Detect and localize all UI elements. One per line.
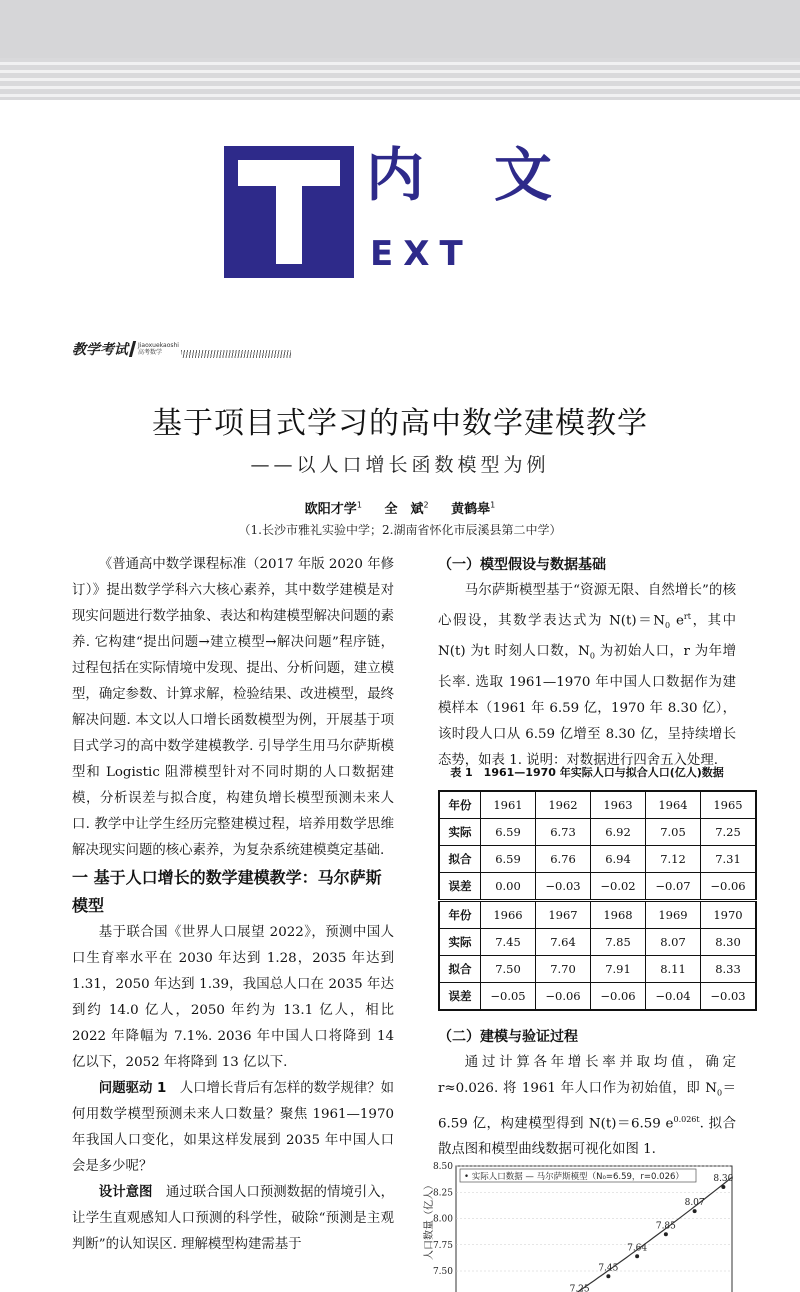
logo-t-block bbox=[224, 146, 354, 278]
table-cell: −0.03 bbox=[701, 983, 757, 1011]
data-label: 8.30 bbox=[713, 1174, 734, 1184]
left-column bbox=[72, 552, 394, 1258]
section-paragraph: 基于联合国《世界人口展望 2022》，预测中国人口生育率水平在 2030 年达到 1.28，2035 年达到 1.31，2050 年达到 1.39，我国总人口在 2035 年达到约 14.0 亿人，2050 年约为 13.1 亿人，相比 2022 年降幅为 7.1%. 2036 年中国人口将降到 14 亿以下，2052 年将降到 13 亿以下. bbox=[72, 925, 394, 1070]
table-cell: 7.85 bbox=[591, 929, 646, 956]
table-cell: 7.25 bbox=[701, 819, 757, 846]
table-cell: −0.06 bbox=[701, 873, 757, 901]
data-point bbox=[693, 1209, 697, 1213]
table-row-header: 拟合 bbox=[439, 956, 481, 983]
table-cell: 1967 bbox=[536, 901, 591, 929]
column-tag-subject: 高考数学 bbox=[138, 349, 163, 356]
design-paragraph bbox=[72, 1180, 394, 1258]
table-row bbox=[439, 791, 756, 819]
table-row-header: 实际 bbox=[439, 819, 481, 846]
table-cell: 6.76 bbox=[536, 846, 591, 873]
table-cell: 8.30 bbox=[701, 929, 757, 956]
chart-frame bbox=[456, 1166, 732, 1292]
table-cell: 7.70 bbox=[536, 956, 591, 983]
design-text: 通过联合国人口预测数据的情境引入，让学生直观感知人口预测的科学性，破除“预测是主观判断”的认知误区. 理解模型构建需基于 bbox=[72, 1185, 395, 1252]
data-label: 7.25 bbox=[569, 1284, 590, 1292]
table-cell: −0.05 bbox=[481, 983, 536, 1011]
table-caption: 表 1 1961—1970 年实际人口与拟合人口(亿人)数据 bbox=[450, 766, 724, 779]
table-cell: −0.07 bbox=[646, 873, 701, 901]
header-band bbox=[0, 0, 800, 100]
table-cell: 8.11 bbox=[646, 956, 701, 983]
table-cell: 8.33 bbox=[701, 956, 757, 983]
model-paragraph: 马尔萨斯模型基于“资源无限、自然增长”的核心假设，其数学表达式为 $N(t)=N_0$ $e^{rt}$，其中 N(t) 为t 时刻人口数，$N_0$ 为初始人口，r 为年增长率. 选取 1961—1970 年中国人口数据作为建模样本（1961 年 6.59 亿，1970 年 8.30 亿），该时段人口从 6.59 亿增至 8.30 亿，呈持续增长态势，如表 1. 说明：对数据进行四舍五入处理. bbox=[438, 583, 736, 768]
right-column bbox=[438, 552, 736, 774]
legend-text: • 实际人口数据 — 马尔萨斯模型（N₀=6.59，r=0.026） bbox=[464, 1172, 684, 1182]
table-cell: 1964 bbox=[646, 791, 701, 819]
table-cell: 7.05 bbox=[646, 819, 701, 846]
table-cell: 6.92 bbox=[591, 819, 646, 846]
question-label: 问题驱动 1 bbox=[98, 1081, 167, 1096]
table-cell: −0.04 bbox=[646, 983, 701, 1011]
logo-chinese-text: 内文 bbox=[366, 141, 623, 209]
table-cell: 6.59 bbox=[481, 846, 536, 873]
subsection-heading-1: （一）模型假设与数据基础 bbox=[438, 557, 606, 573]
subsection-heading-2: （二）建模与验证过程 bbox=[438, 1029, 578, 1045]
data-label: 7.45 bbox=[598, 1263, 619, 1274]
y-tick-label: 7.50 bbox=[432, 1267, 453, 1277]
table-cell: 7.31 bbox=[701, 846, 757, 873]
y-tick-label: 8.25 bbox=[432, 1188, 453, 1199]
population-chart bbox=[420, 1160, 740, 1292]
column-tag-hatch bbox=[181, 350, 291, 358]
column-tag bbox=[72, 337, 291, 361]
data-point bbox=[721, 1185, 725, 1189]
table-cell: 7.64 bbox=[536, 929, 591, 956]
question-text: 人口增长背后有怎样的数学规律？如何用数学模型预测未来人口数量？聚焦 1961—1970 年我国人口变化，如果这样发展到 2035 年中国人口会是多少呢？ bbox=[72, 1081, 395, 1174]
table-cell: 6.73 bbox=[536, 819, 591, 846]
table-cell: 1963 bbox=[591, 791, 646, 819]
table-row bbox=[439, 901, 756, 929]
column-tag-pinyin: Jiaoxuekaoshi bbox=[138, 342, 179, 349]
y-axis-label: 人口数量（亿人） bbox=[424, 1180, 435, 1260]
design-label: 设计意图 bbox=[98, 1185, 153, 1200]
table-row bbox=[439, 873, 756, 901]
table-cell: 7.91 bbox=[591, 956, 646, 983]
table-row bbox=[439, 846, 756, 873]
table-row-header: 拟合 bbox=[439, 846, 481, 873]
table-cell: 1966 bbox=[481, 901, 536, 929]
table-cell: 1969 bbox=[646, 901, 701, 929]
y-tick-label: 8.00 bbox=[432, 1214, 453, 1225]
table-cell: −0.02 bbox=[591, 873, 646, 901]
data-label: 8.07 bbox=[684, 1198, 705, 1209]
table-row-header: 实际 bbox=[439, 929, 481, 956]
section-heading: 一 基于人口增长的数学建模教学：马尔萨斯模型 bbox=[72, 868, 382, 915]
article-title: 基于项目式学习的高中数学建模教学 bbox=[152, 406, 648, 441]
data-label: 7.64 bbox=[627, 1243, 648, 1254]
column-tag-label: 教学考试 bbox=[72, 342, 128, 358]
table-cell: 8.07 bbox=[646, 929, 701, 956]
table-row-header: 年份 bbox=[439, 901, 481, 929]
intro-paragraph: 《普通高中数学课程标准（2017 年版 2020 年修订）》提出数学学科六大核心素养，其中数学建模是对现实问题进行数学抽象、表达和构建模型解决问题的素养. 它构建“提出问题→建立模型→解决问题”程序链，过程包括在实际情境中发现、提出、分析问题，建立模型，确定参数、计算求解，检验结果、改进模型，最终解决问题. 本文以人口增长函数模型为例，开展基于项目式学习的高中数学建模教学. 引导学生用马尔萨斯模型和 Logistic 阻滞模型针对不同时期的人口数据建模，分析误差与拟合度，构建负增长模型预测未来人口. 教学中让学生经历完整建模过程，培养用数学思维解决现实问题的核心素养，为复杂系统建模奠定基础. bbox=[72, 557, 394, 858]
column-tag-small bbox=[138, 342, 179, 356]
table-cell: 1965 bbox=[701, 791, 757, 819]
table-cell: 1962 bbox=[536, 791, 591, 819]
table-cell: 1970 bbox=[701, 901, 757, 929]
article-subtitle: ——以人口增长函数模型为例 bbox=[250, 454, 550, 476]
table-row bbox=[439, 819, 756, 846]
data-label: 7.85 bbox=[655, 1221, 676, 1232]
question-paragraph bbox=[72, 1076, 394, 1180]
table-cell: −0.06 bbox=[536, 983, 591, 1011]
population-table bbox=[438, 790, 757, 1011]
y-tick-label: 7.75 bbox=[432, 1240, 453, 1251]
author-list bbox=[0, 498, 800, 517]
table-cell: 7.50 bbox=[481, 956, 536, 983]
author: 欧阳才学$^1$ bbox=[304, 500, 362, 517]
data-point bbox=[635, 1254, 639, 1258]
table-cell: 1961 bbox=[481, 791, 536, 819]
table-cell: 7.12 bbox=[646, 846, 701, 873]
table-cell: 1968 bbox=[591, 901, 646, 929]
data-point bbox=[606, 1274, 610, 1278]
table-row-header: 误差 bbox=[439, 873, 481, 901]
logo-english-text: EXT bbox=[370, 234, 473, 274]
table-cell: 0.00 bbox=[481, 873, 536, 901]
table-row bbox=[439, 983, 756, 1011]
table-row-header: 误差 bbox=[439, 983, 481, 1011]
table-cell: −0.06 bbox=[591, 983, 646, 1011]
table-row bbox=[439, 929, 756, 956]
affiliation: （1.长沙市雅礼实验中学；2.湖南省怀化市辰溪县第二中学） bbox=[238, 523, 562, 537]
table-cell: 6.59 bbox=[481, 819, 536, 846]
author: 黄鹤皋$^1$ bbox=[451, 500, 496, 517]
table-row bbox=[439, 956, 756, 983]
verify-paragraph: 通过计算各年增长率并取均值，确定 r≈0.026. 将 1961 年人口作为初始值，即 $N_0=6.59$ 亿，构建模型得到 N(t)＝6.59 $e^{0.026t}$. 拟合散点图和模型曲线数据可视化如图 1. bbox=[438, 1055, 736, 1158]
table-row-header: 年份 bbox=[439, 791, 481, 819]
right-column-lower bbox=[438, 1024, 736, 1163]
table-cell: −0.03 bbox=[536, 873, 591, 901]
table-cell: 6.94 bbox=[591, 846, 646, 873]
data-point bbox=[664, 1232, 668, 1236]
author: 全 斌$^2$ bbox=[384, 500, 429, 517]
y-tick-label: 8.50 bbox=[432, 1162, 453, 1172]
table-cell: 7.45 bbox=[481, 929, 536, 956]
